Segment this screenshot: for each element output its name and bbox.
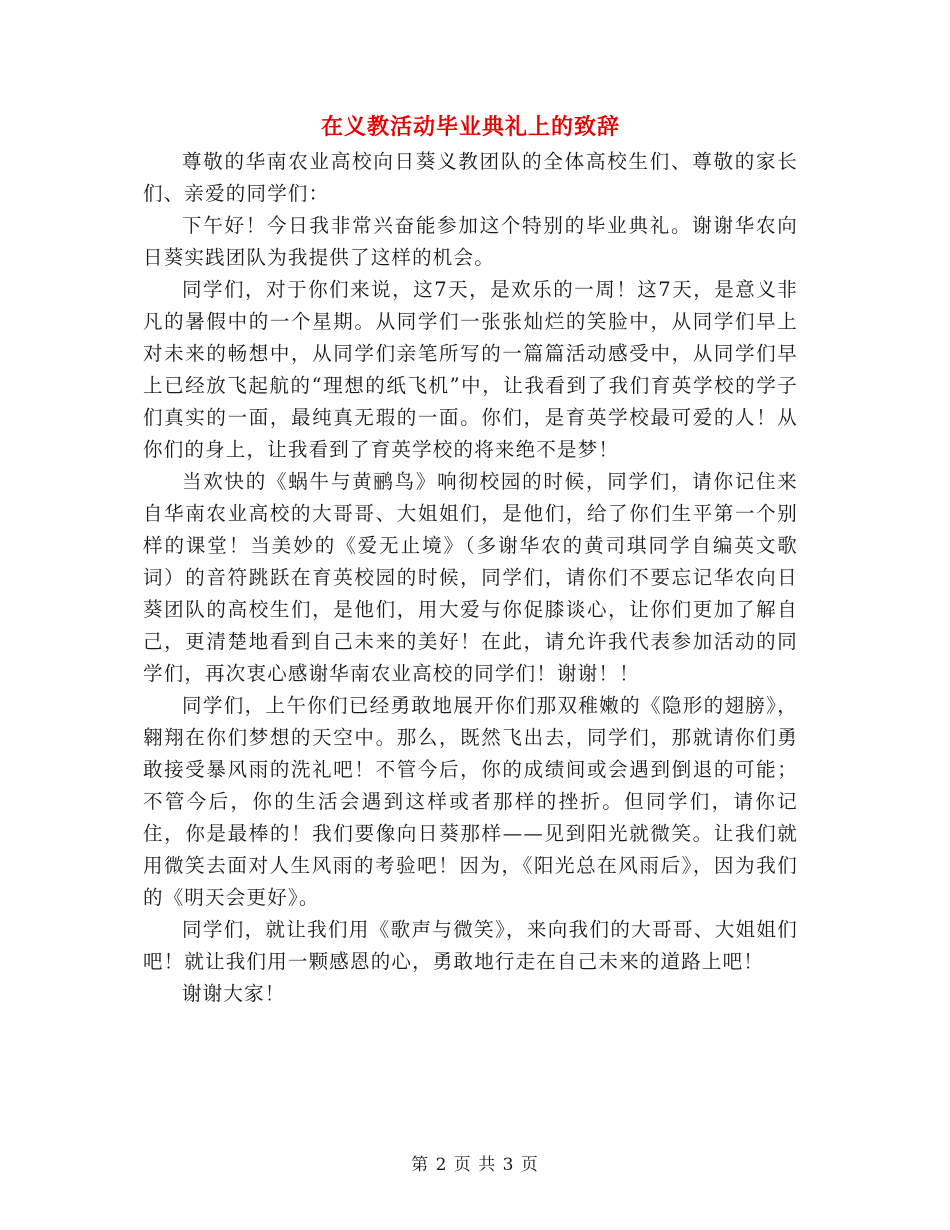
document-body: [143, 108, 798, 1010]
body-paragraph: 当欢快的《蜗牛与黄鹂鸟》响彻校园的时候，同学们，请你记住来自华南农业高校的大哥哥、大姐姐们，是他们，给了你们生平第一个别样的课堂！当美妙的《爱无止境》（多谢华农的黄司琪同学自编英文歌词）的音符跳跃在育英校园的时候，同学们，请你们不要忘记华农向日葵团队的高校生们，是他们，用大爱与你促膝谈心，让你们更加了解自己，更清楚地看到自己未来的美好！在此，请允许我代表参加活动的同学们，再次衷心感谢华南农业高校的同学们！谢谢！！: [143, 470, 798, 685]
document-title: 在义教活动毕业典礼上的致辞: [320, 114, 620, 140]
body-paragraph: 同学们，就让我们用《歌声与微笑》，来向我们的大哥哥、大姐姐们吧！就让我们用一颗感恩的心，勇敢地行走在自己未来的道路上吧！: [143, 918, 798, 973]
page-number-footer: 第 2 页 共 3 页: [411, 1155, 539, 1175]
greeting-paragraph: 下午好！今日我非常兴奋能参加这个特别的毕业典礼。谢谢华农向日葵实践团队为我提供了这样的机会。: [143, 214, 798, 269]
closing-paragraph: 谢谢大家！: [182, 982, 286, 1005]
body-paragraph: 同学们，上午你们已经勇敢地展开你们那双稚嫩的《隐形的翅膀》，翱翔在你们梦想的天空中。那么，既然飞出去，同学们，那就请你们勇敢接受暴风雨的洗礼吧！不管今后，你的成绩间或会遇到倒退的可能；不管今后，你的生活会遇到这样或者那样的挫折。但同学们，请你记住，你是最棒的！我们要像向日葵那样——见到阳光就微笑。让我们就用微笑去面对人生风雨的考验吧！因为，《阳光总在风雨后》，因为我们的《明天会更好》。: [143, 694, 798, 909]
salutation-paragraph: 尊敬的华南农业高校向日葵义教团队的全体高校生们、尊敬的家长们、亲爱的同学们：: [143, 150, 798, 205]
body-paragraph: 同学们，对于你们来说，这7天，是欢乐的一周！这7天，是意义非凡的暑假中的一个星期。从同学们一张张灿烂的笑脸中，从同学们早上对未来的畅想中，从同学们亲笔所写的一篇篇活动感受中，从同学们早上已经放飞起航的“理想的纸飞机”中，让我看到了我们育英学校的学子们真实的一面，最纯真无瑕的一面。你们，是育英学校最可爱的人！从你们的身上，让我看到了育英学校的将来绝不是梦！: [143, 278, 798, 461]
